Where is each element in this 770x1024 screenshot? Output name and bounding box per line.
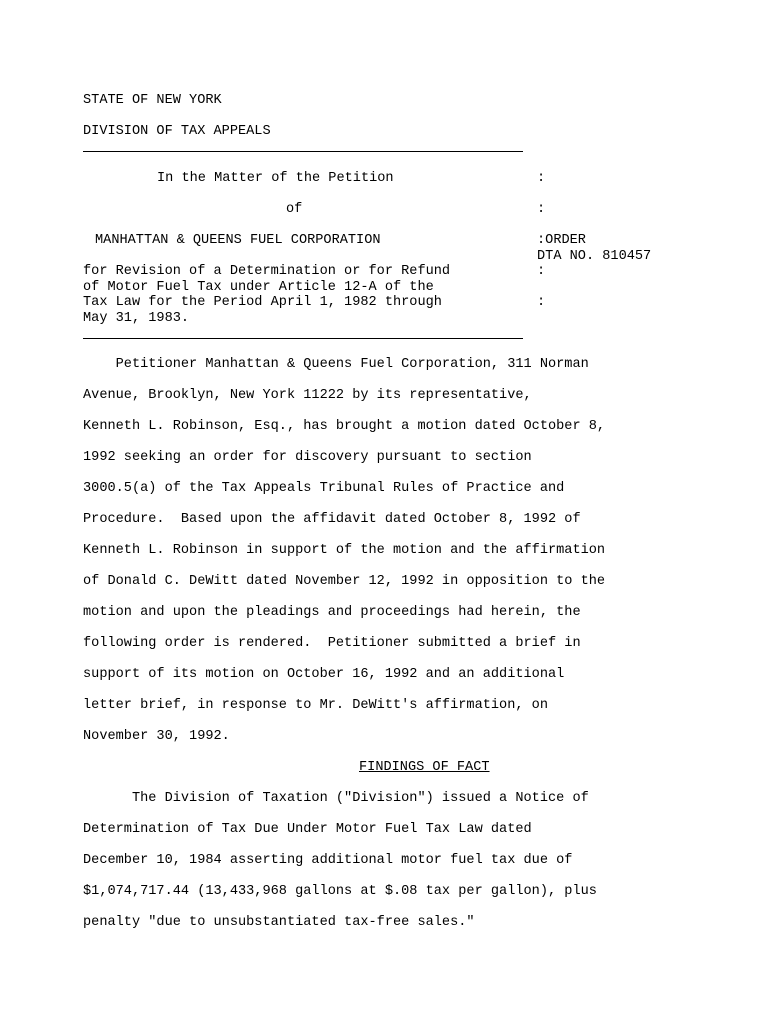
purpose-line: of Motor Fuel Tax under Article 12-A of the <box>83 279 434 295</box>
text-line: motion and upon the pleadings and proceedings had herein, the <box>83 605 581 620</box>
text-line: November 30, 1992. <box>83 729 230 744</box>
purpose-line: Tax Law for the Period April 1, 1982 through <box>83 295 442 310</box>
text-line: Avenue, Brooklyn, New York 11222 by its representative, <box>83 388 532 403</box>
petitioner-name: MANHATTAN & QUEENS FUEL CORPORATION <box>95 233 381 248</box>
purpose-line: for Revision of a Determination or for Refund <box>83 264 451 279</box>
text-line: December 10, 1984 asserting additional motor fuel tax due of <box>83 853 573 868</box>
top-divider <box>83 151 523 152</box>
of-line: of <box>286 202 303 217</box>
findings-heading: FINDINGS OF FACT <box>359 760 490 775</box>
text-line: The Division of Taxation ("Division") issued a Notice of <box>83 791 589 806</box>
purpose-line: May 31, 1983. <box>83 310 190 326</box>
text-line: 3000.5(a) of the Tax Appeals Tribunal Rules of Practice and <box>83 481 565 496</box>
text-line: Kenneth L. Robinson in support of the motion and the affirmation <box>83 543 606 558</box>
state-heading: STATE OF NEW YORK <box>83 93 222 108</box>
text-line: Petitioner Manhattan & Queens Fuel Corporation, 311 Norman <box>83 357 589 372</box>
text-line: following order is rendered. Petitioner submitted a brief in <box>83 636 581 651</box>
caption-colon: : <box>537 295 546 310</box>
text-line: Kenneth L. Robinson, Esq., has brought a motion dated October 8, <box>83 419 606 434</box>
text-line: $1,074,717.44 (13,433,968 gallons at $.08 tax per gallon), plus <box>83 884 597 899</box>
division-heading: DIVISION OF TAX APPEALS <box>83 124 271 139</box>
text-line: letter brief, in response to Mr. DeWitt's affirmation, on <box>83 698 548 713</box>
caption-colon: : <box>537 171 546 186</box>
text-line: 1992 seeking an order for discovery pursuant to section <box>83 450 532 465</box>
text-line: Procedure. Based upon the affidavit dated October 8, 1992 of <box>83 512 581 527</box>
text-line: penalty "due to unsubstantiated tax-free sales." <box>83 915 475 930</box>
matter-line: In the Matter of the Petition <box>157 171 394 186</box>
text-line: of Donald C. DeWitt dated November 12, 1992 in opposition to the <box>83 574 606 589</box>
caption-colon: : <box>537 264 546 279</box>
bottom-divider <box>83 338 523 339</box>
dta-number: DTA NO. 810457 <box>537 248 652 264</box>
text-line: support of its motion on October 16, 1992 and an additional <box>83 667 565 682</box>
order-label: :ORDER <box>537 233 586 248</box>
caption-colon: : <box>537 202 546 217</box>
text-line: Determination of Tax Due Under Motor Fuel Tax Law dated <box>83 822 532 837</box>
